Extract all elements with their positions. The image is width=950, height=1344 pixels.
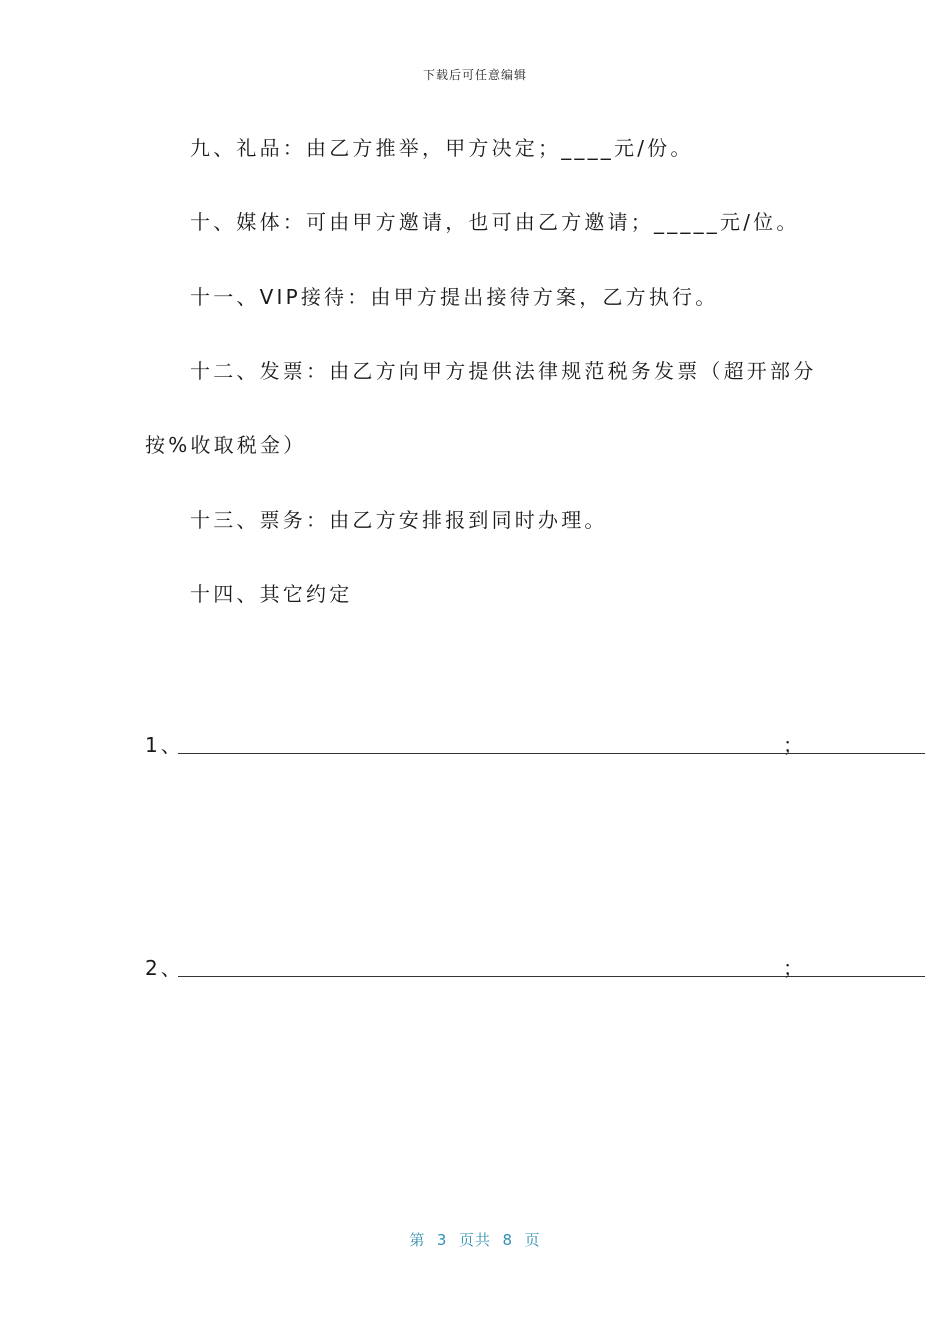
blank-terminator: ； [783, 733, 803, 757]
clause-9-gifts: 九、礼品：由乙方推举，甲方决定；____元/份。 [190, 136, 694, 160]
page-number-footer: 第 3 页共 8 页 [409, 1231, 541, 1249]
blank-number: 1、 [145, 733, 184, 757]
clause-10-media: 十、媒体：可由甲方邀请，也可由乙方邀请；_____元/位。 [190, 210, 800, 234]
header-note: 下载后可任意编辑 [422, 68, 527, 82]
clause-14-other-agreements: 十四、其它约定 [190, 582, 353, 606]
fill-in-underline [178, 976, 925, 977]
clause-11-vip-reception: 十一、VIP接待：由甲方提出接待方案，乙方执行。 [190, 285, 719, 309]
blank-agreement-2 [145, 956, 803, 980]
fill-in-underline [178, 753, 925, 754]
clause-12-invoice-line2: 按%收取税金） [145, 433, 307, 457]
clause-12-invoice-line1: 十二、发票：由乙方向甲方提供法律规范税务发票（超开部分 [190, 359, 817, 383]
blank-agreement-1 [145, 733, 803, 757]
blank-terminator: ； [783, 956, 803, 980]
clause-13-ticketing: 十三、票务：由乙方安排报到同时办理。 [190, 508, 608, 532]
blank-number: 2、 [145, 956, 184, 980]
